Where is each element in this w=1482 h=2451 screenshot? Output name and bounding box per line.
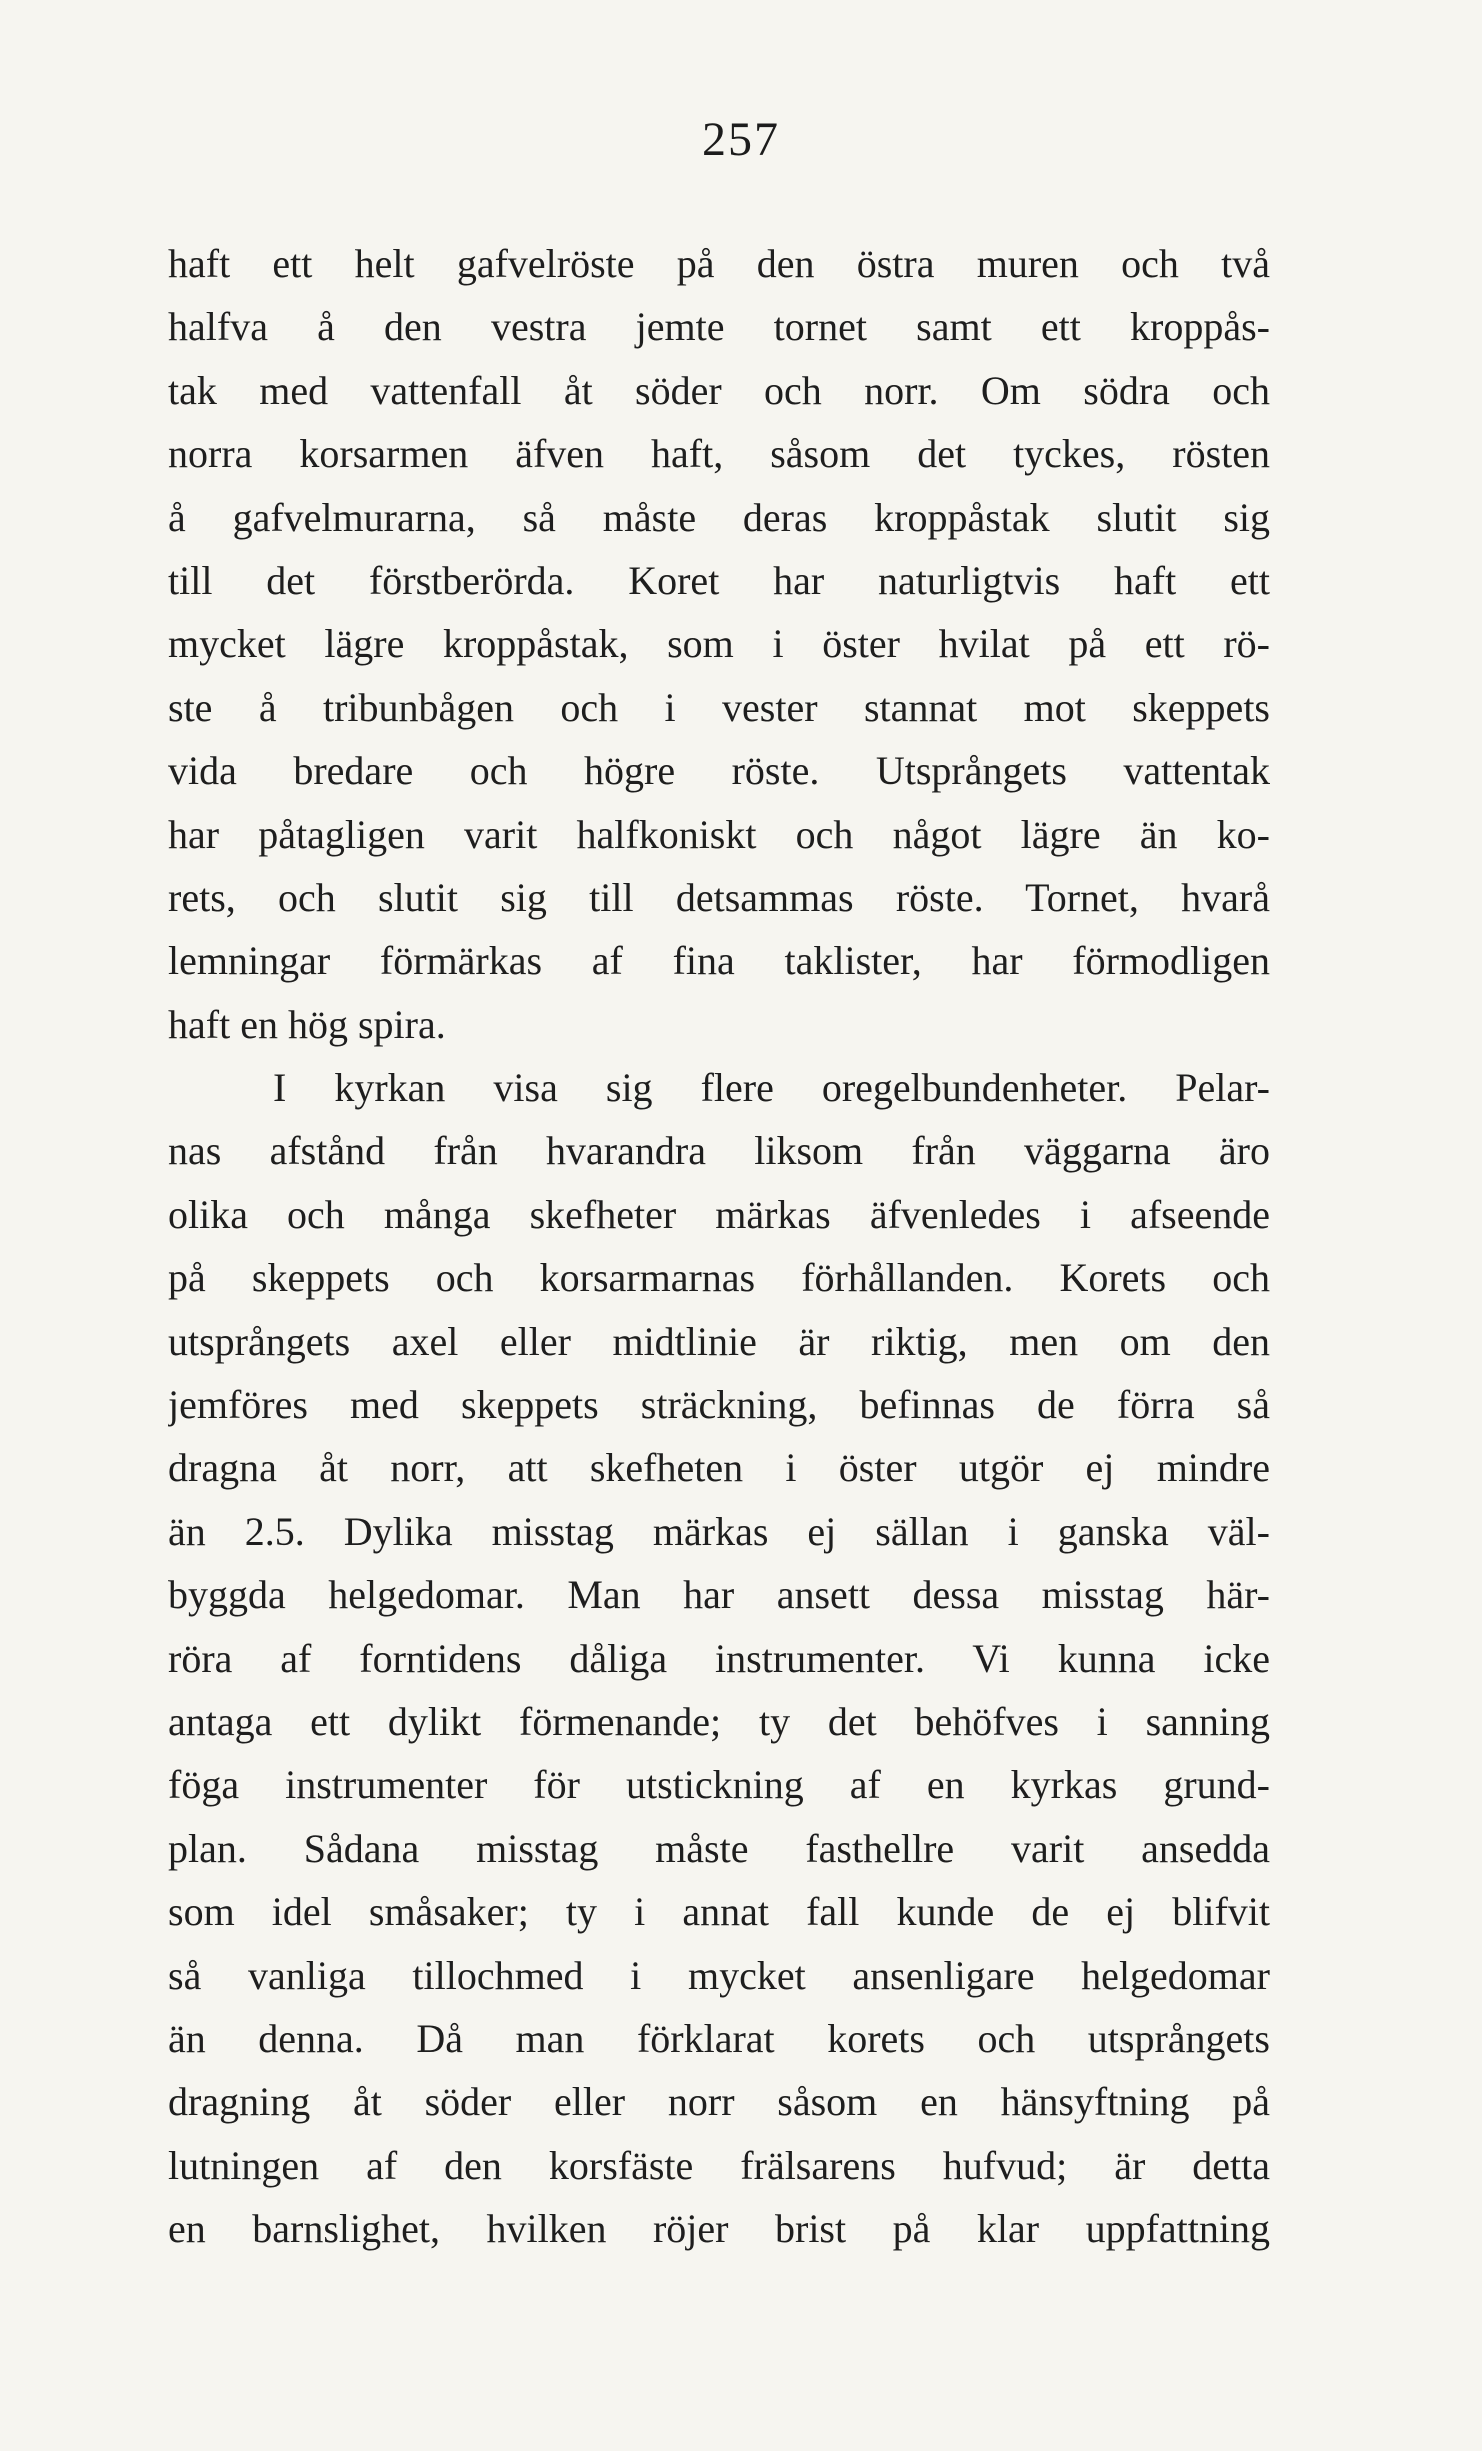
text-line-21: än 2.5. Dylika misstag märkas ej sällan i ganska väl- (168, 1508, 1270, 1554)
text-line-30: dragning åt söder eller norr såsom en hänsyftning på (168, 2079, 1270, 2125)
text-line-24: antaga ett dylikt förmenande; ty det behöfves i sanning (168, 1698, 1270, 1744)
text-line-17: på skeppets och korsarmarnas förhållanden. Korets och (168, 1255, 1270, 1301)
text-line-14: I kyrkan visa sig flere oregelbundenheter. Pelar- (273, 1065, 1270, 1111)
text-line-29: än denna. Då man förklarat korets och utsprångets (168, 2015, 1270, 2061)
text-line-16: olika och många skefheter märkas äfvenledes i afseende (168, 1191, 1270, 1237)
text-line-5: å gafvelmurarna, så måste deras kroppåstak slutit sig (168, 494, 1270, 540)
text-line-32: en barnslighet, hvilken röjer brist på klar uppfattning (168, 2206, 1270, 2252)
text-line-13: haft en hög spira. (168, 1001, 446, 1047)
body-text (168, 232, 1270, 2261)
text-line-8: ste å tribunbågen och i vester stannat mot skeppets (168, 684, 1270, 730)
text-line-23: röra af forntidens dåliga instrumenter. Vi kunna icke (168, 1635, 1270, 1681)
text-line-11: rets, och slutit sig till detsammas röste. Tornet, hvarå (168, 874, 1270, 920)
text-line-22: byggda helgedomar. Man har ansett dessa misstag här- (168, 1572, 1270, 1618)
text-line-9: vida bredare och högre röste. Utsprångets vattentak (168, 748, 1270, 794)
text-line-15: nas afstånd från hvarandra liksom från väggarna äro (168, 1128, 1270, 1174)
text-line-3: tak med vattenfall åt söder och norr. Om södra och (168, 367, 1270, 413)
text-line-10: har påtagligen varit halfkoniskt och något lägre än ko- (168, 811, 1270, 857)
text-line-20: dragna åt norr, att skefheten i öster utgör ej mindre (168, 1445, 1270, 1491)
text-line-27: som idel småsaker; ty i annat fall kunde de ej blifvit (168, 1889, 1270, 1935)
page-number: 257 (702, 113, 780, 166)
text-line-26: plan. Sådana misstag måste fasthellre varit ansedda (168, 1825, 1270, 1871)
text-line-19: jemföres med skeppets sträckning, befinnas de förra så (168, 1382, 1270, 1428)
text-line-7: mycket lägre kroppåstak, som i öster hvilat på ett rö- (168, 621, 1270, 667)
text-line-12: lemningar förmärkas af fina taklister, har förmodligen (168, 938, 1270, 984)
text-line-25: föga instrumenter för utstickning af en kyrkas grund- (168, 1762, 1270, 1808)
text-line-6: till det förstberörda. Koret har naturligtvis haft ett (168, 557, 1270, 603)
text-line-2: halfva å den vestra jemte tornet samt ett kroppås- (168, 304, 1270, 350)
text-line-4: norra korsarmen äfven haft, såsom det tyckes, rösten (168, 431, 1270, 477)
text-line-1: haft ett helt gafvelröste på den östra muren och två (168, 241, 1270, 286)
text-line-28: så vanliga tillochmed i mycket ansenligare helgedomar (168, 1952, 1270, 1998)
text-line-18: utsprångets axel eller midtlinie är riktig, men om den (168, 1318, 1270, 1364)
text-line-31: lutningen af den korsfäste frälsarens hufvud; är detta (168, 2142, 1270, 2188)
